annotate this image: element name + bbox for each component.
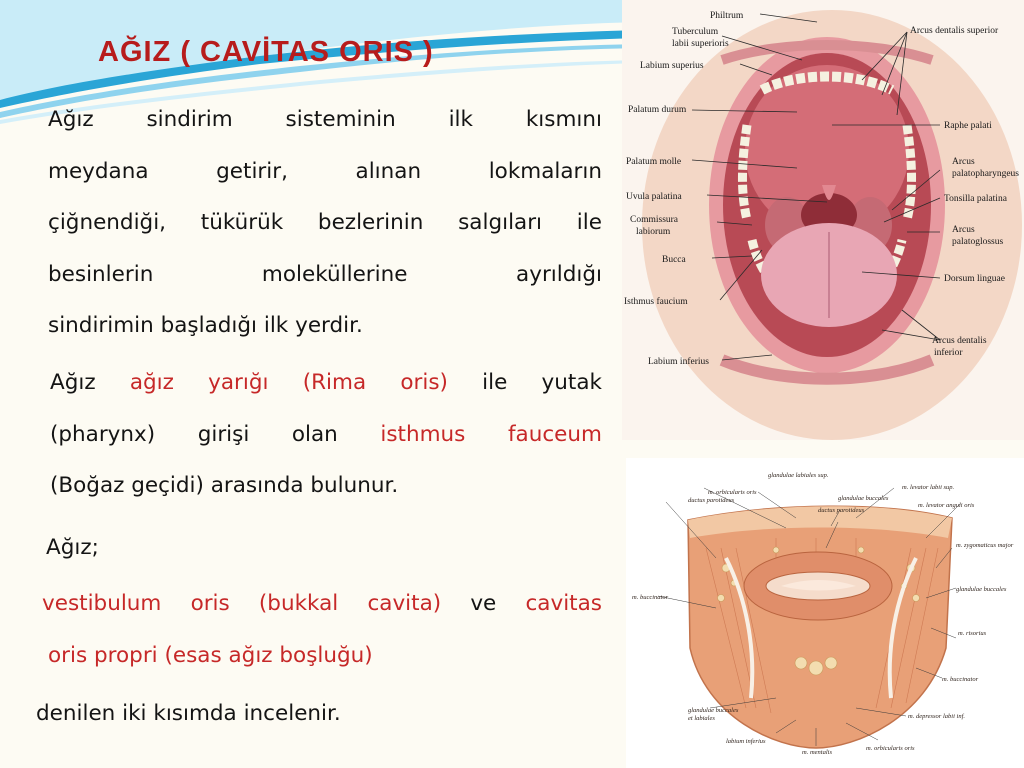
label-arcus-dentalis-superior: Arcus dentalis superior (910, 26, 999, 36)
word: ayrıldığı (516, 261, 602, 287)
label-m-depressor-labii-inf: m. depressor labii inf. (908, 713, 965, 720)
location-paragraph (50, 357, 602, 512)
label-glandulae-buccales-labiales: glandulae buccales (688, 707, 739, 714)
label-labium-inferius: labium inferius (726, 738, 766, 745)
text-line (48, 146, 602, 198)
label-arcus-palatoglossus-2: palatoglossus (952, 237, 1004, 247)
perioral-muscles-illustration (626, 458, 1024, 768)
text-line (50, 357, 602, 409)
label-m-levator-anguli-oris: m. levator anguli oris (918, 502, 975, 509)
label-tuberculum-2: labii superioris (672, 39, 729, 49)
label-commissura: Commissura (630, 215, 679, 225)
word: sindirimin başladığı ilk yerdir. (48, 313, 363, 338)
label-arcus-dentalis-inferior: Arcus dentalis (932, 336, 987, 346)
label-glandulae-labiales-sup: glandulae labiales sup. (768, 472, 829, 479)
label-isthmus-faucium: Isthmus faucium (624, 297, 688, 307)
word: kısmını (525, 107, 602, 132)
word: ile (576, 210, 602, 235)
label-labium-inferius: Labium inferius (648, 357, 709, 367)
word: tükürük (200, 210, 284, 235)
label-labium-superius: Labium superius (640, 61, 704, 71)
text-line (50, 409, 602, 461)
text-line (50, 460, 602, 512)
highlight-term: (bukkal (258, 591, 339, 616)
label-ductus-parotideus-2: ductus parotideus (818, 507, 865, 514)
label-m-buccinator-2: m. buccinator (942, 676, 979, 683)
word: ile (482, 370, 508, 395)
word: (pharynx) (50, 421, 156, 447)
word: sindirim (146, 107, 233, 132)
word: sisteminin (285, 107, 396, 132)
highlight-term: (Rima (302, 370, 367, 395)
parts-paragraph (42, 578, 602, 681)
label-arcus-dentalis-inferior-2: inferior (934, 348, 963, 358)
label-palatum-durum: Palatum durum (628, 105, 687, 115)
highlight-term: cavitas (525, 591, 602, 616)
word: moleküllerine (261, 261, 408, 287)
word: çiğnendiği, (48, 210, 166, 235)
highlight-term: cavita) (367, 591, 442, 616)
oral-cavity-illustration (622, 0, 1024, 440)
label-dorsum-linguae: Dorsum linguae (944, 274, 1005, 284)
label-m-orbicularis-oris-2: m. orbicularis oris (866, 745, 915, 752)
word: getirir, (216, 158, 288, 184)
highlight-term: vestibulum (42, 591, 162, 616)
label-m-mentalis: m. mentalis (802, 749, 832, 756)
label-raphe-palati: Raphe palati (944, 121, 992, 131)
label-m-levator-labii-sup: m. levator labii sup. (902, 484, 955, 491)
oral-cavity-figure (622, 0, 1024, 440)
intro-paragraph (48, 94, 602, 352)
text-line (48, 300, 602, 352)
word: meydana (48, 158, 149, 184)
label-m-orbicularis-oris: m. orbicularis oris (708, 489, 757, 496)
page-title: AĞIZ ( CAVİTAS ORIS ) (98, 36, 434, 68)
text-line (48, 197, 602, 249)
highlight-term: yarığı (208, 370, 269, 395)
label-m-risorius: m. risorius (958, 630, 987, 637)
word: girişi (197, 421, 250, 447)
text-line (48, 249, 602, 301)
label-m-buccinator: m. buccinator (632, 594, 669, 601)
label-arcus-palatopharyngeus: Arcus (952, 157, 975, 167)
word: Ağız (50, 370, 96, 395)
word: (Boğaz geçidi) arasında bulunur. (50, 473, 399, 498)
word: ilk (448, 107, 473, 132)
highlight-term: ağız (129, 370, 174, 395)
highlight-term: oris propri (esas ağız boşluğu) (48, 642, 373, 668)
label-arcus-palatoglossus: Arcus (952, 225, 975, 235)
section-lead: Ağız; (46, 535, 99, 560)
word: yutak (541, 370, 602, 395)
highlight-term: isthmus (380, 421, 466, 447)
label-palatum-molle: Palatum molle (626, 157, 682, 167)
label-commissura-2: labiorum (636, 227, 671, 237)
word: Ağız (48, 107, 94, 132)
label-philtrum: Philtrum (710, 11, 744, 21)
closing-line: denilen iki kısımda incelenir. (36, 701, 341, 726)
word: lokmaların (488, 158, 602, 184)
label-glandulae-buccales-labiales-2: et labiales (688, 715, 715, 722)
label-bucca: Bucca (662, 255, 686, 265)
highlight-term: oris (190, 591, 230, 616)
word: olan (291, 421, 338, 447)
label-arcus-palatopharyngeus-2: palatopharyngeus (952, 169, 1020, 179)
label-m-zygomaticus-major: m. zygomaticus major (956, 542, 1014, 549)
label-tonsilla-palatina: Tonsilla palatina (944, 194, 1007, 204)
word: besinlerin (48, 261, 154, 287)
perioral-muscles-figure (626, 458, 1024, 768)
text-line (42, 578, 602, 630)
highlight-term: oris) (400, 370, 448, 395)
label-uvula-palatina: Uvula palatina (626, 192, 682, 202)
highlight-term: fauceum (507, 421, 602, 447)
word: ve (470, 591, 497, 616)
word: salgıları (458, 210, 543, 235)
text-line (42, 630, 602, 682)
label-tuberculum: Tuberculum (672, 27, 719, 37)
text-line (48, 94, 602, 146)
word: bezlerinin (317, 210, 424, 235)
label-glandulae-buccales: glandulae buccales (838, 495, 889, 502)
word: alınan (355, 158, 422, 184)
label-ductus-parotideus: ductus parotideus (688, 497, 735, 504)
label-glandulae-buccales-2: glandulae buccales (956, 586, 1007, 593)
